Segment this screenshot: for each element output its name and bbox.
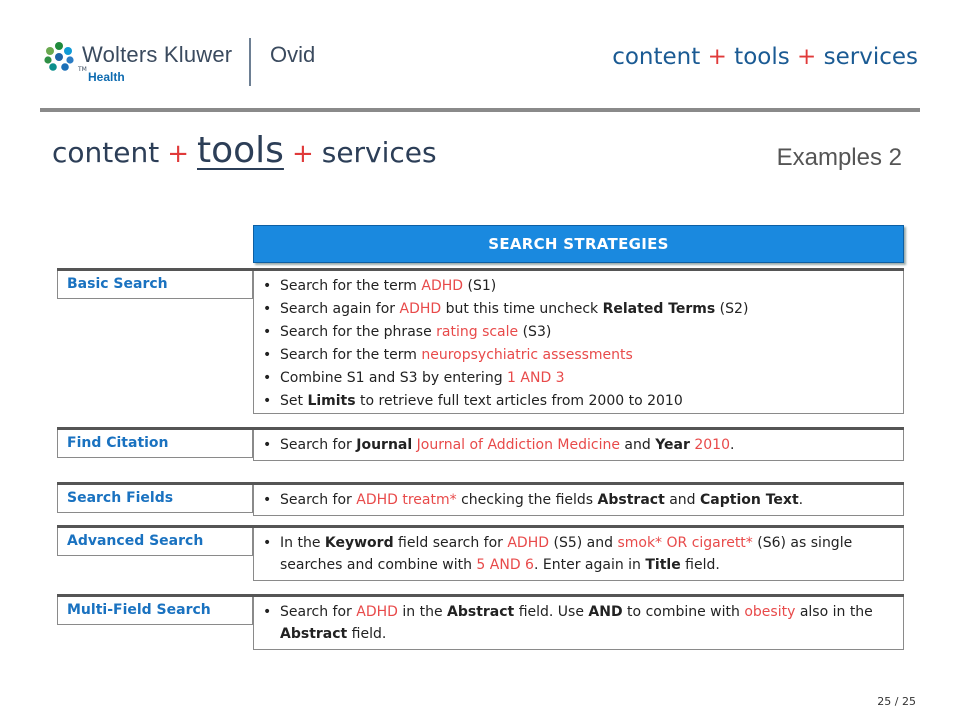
title-plus: + bbox=[291, 139, 314, 169]
header-tagline bbox=[612, 44, 918, 70]
row-body bbox=[253, 485, 904, 516]
list-item: • Search for the phrase rating scale (S3) bbox=[263, 321, 895, 344]
tagline-word-content: content bbox=[612, 44, 701, 70]
list-item: • Search for ADHD treatm* checking the fields Abstract and Caption Text. bbox=[263, 489, 895, 512]
strategy-list bbox=[254, 430, 903, 457]
strategy-row-multi-field-search bbox=[57, 594, 904, 650]
tagline-plus: + bbox=[707, 44, 727, 70]
slide-title bbox=[52, 130, 437, 182]
globe-icon bbox=[42, 40, 76, 74]
title-word-tools: tools bbox=[197, 130, 284, 171]
logo-company-name: Wolters Kluwer bbox=[82, 42, 233, 67]
examples-label: Examples 2 bbox=[776, 144, 902, 171]
logo-product-name: Ovid bbox=[270, 42, 316, 67]
row-label: Basic Search bbox=[57, 271, 253, 299]
row-body bbox=[253, 528, 904, 581]
strategy-row-find-citation bbox=[57, 427, 904, 461]
title-word-content: content bbox=[52, 136, 160, 169]
strategy-list bbox=[254, 528, 903, 576]
title-word-services: services bbox=[321, 136, 437, 169]
strategy-list bbox=[254, 271, 903, 413]
tagline-word-services: services bbox=[823, 44, 918, 70]
header-divider bbox=[40, 108, 920, 112]
tagline-plus: + bbox=[797, 44, 817, 70]
row-body bbox=[253, 271, 904, 414]
search-strategies-header: SEARCH STRATEGIES bbox=[253, 225, 904, 263]
page-number: 25 / 25 bbox=[877, 695, 916, 708]
row-label: Find Citation bbox=[57, 430, 253, 458]
row-label: Multi-Field Search bbox=[57, 597, 253, 625]
row-label: Search Fields bbox=[57, 485, 253, 513]
strategy-list bbox=[254, 485, 903, 512]
logo-divider bbox=[249, 38, 251, 86]
list-item: • Search for the term ADHD (S1) bbox=[263, 275, 895, 298]
row-label: Advanced Search bbox=[57, 528, 253, 556]
list-item: • Search for the term neuropsychiatric assessments bbox=[263, 344, 895, 367]
row-body bbox=[253, 430, 904, 461]
strategy-row-basic-search bbox=[57, 268, 904, 414]
wolters-kluwer-logo bbox=[42, 38, 342, 90]
list-item: • Search again for ADHD but this time uncheck Related Terms (S2) bbox=[263, 298, 895, 321]
tagline-word-tools: tools bbox=[734, 44, 790, 70]
list-item: • In the Keyword field search for ADHD (S5) and smok* OR cigarett* (S6) as single searches and combine with 5 AND 6. Enter again in Title field. bbox=[263, 532, 895, 576]
title-plus: + bbox=[167, 139, 189, 169]
strategy-row-advanced-search bbox=[57, 525, 904, 581]
list-item: • Set Limits to retrieve full text articles from 2000 to 2010 bbox=[263, 390, 895, 413]
strategy-row-search-fields bbox=[57, 482, 904, 516]
logo-division-name: Health bbox=[88, 70, 125, 84]
strategy-list bbox=[254, 597, 903, 645]
list-item: • Search for Journal Journal of Addiction Medicine and Year 2010. bbox=[263, 434, 895, 457]
row-body bbox=[253, 597, 904, 650]
logo-trademark: TM bbox=[78, 66, 87, 73]
list-item: • Combine S1 and S3 by entering 1 AND 3 bbox=[263, 367, 895, 390]
list-item: • Search for ADHD in the Abstract field. Use AND to combine with obesity also in the Abstract field. bbox=[263, 601, 895, 645]
